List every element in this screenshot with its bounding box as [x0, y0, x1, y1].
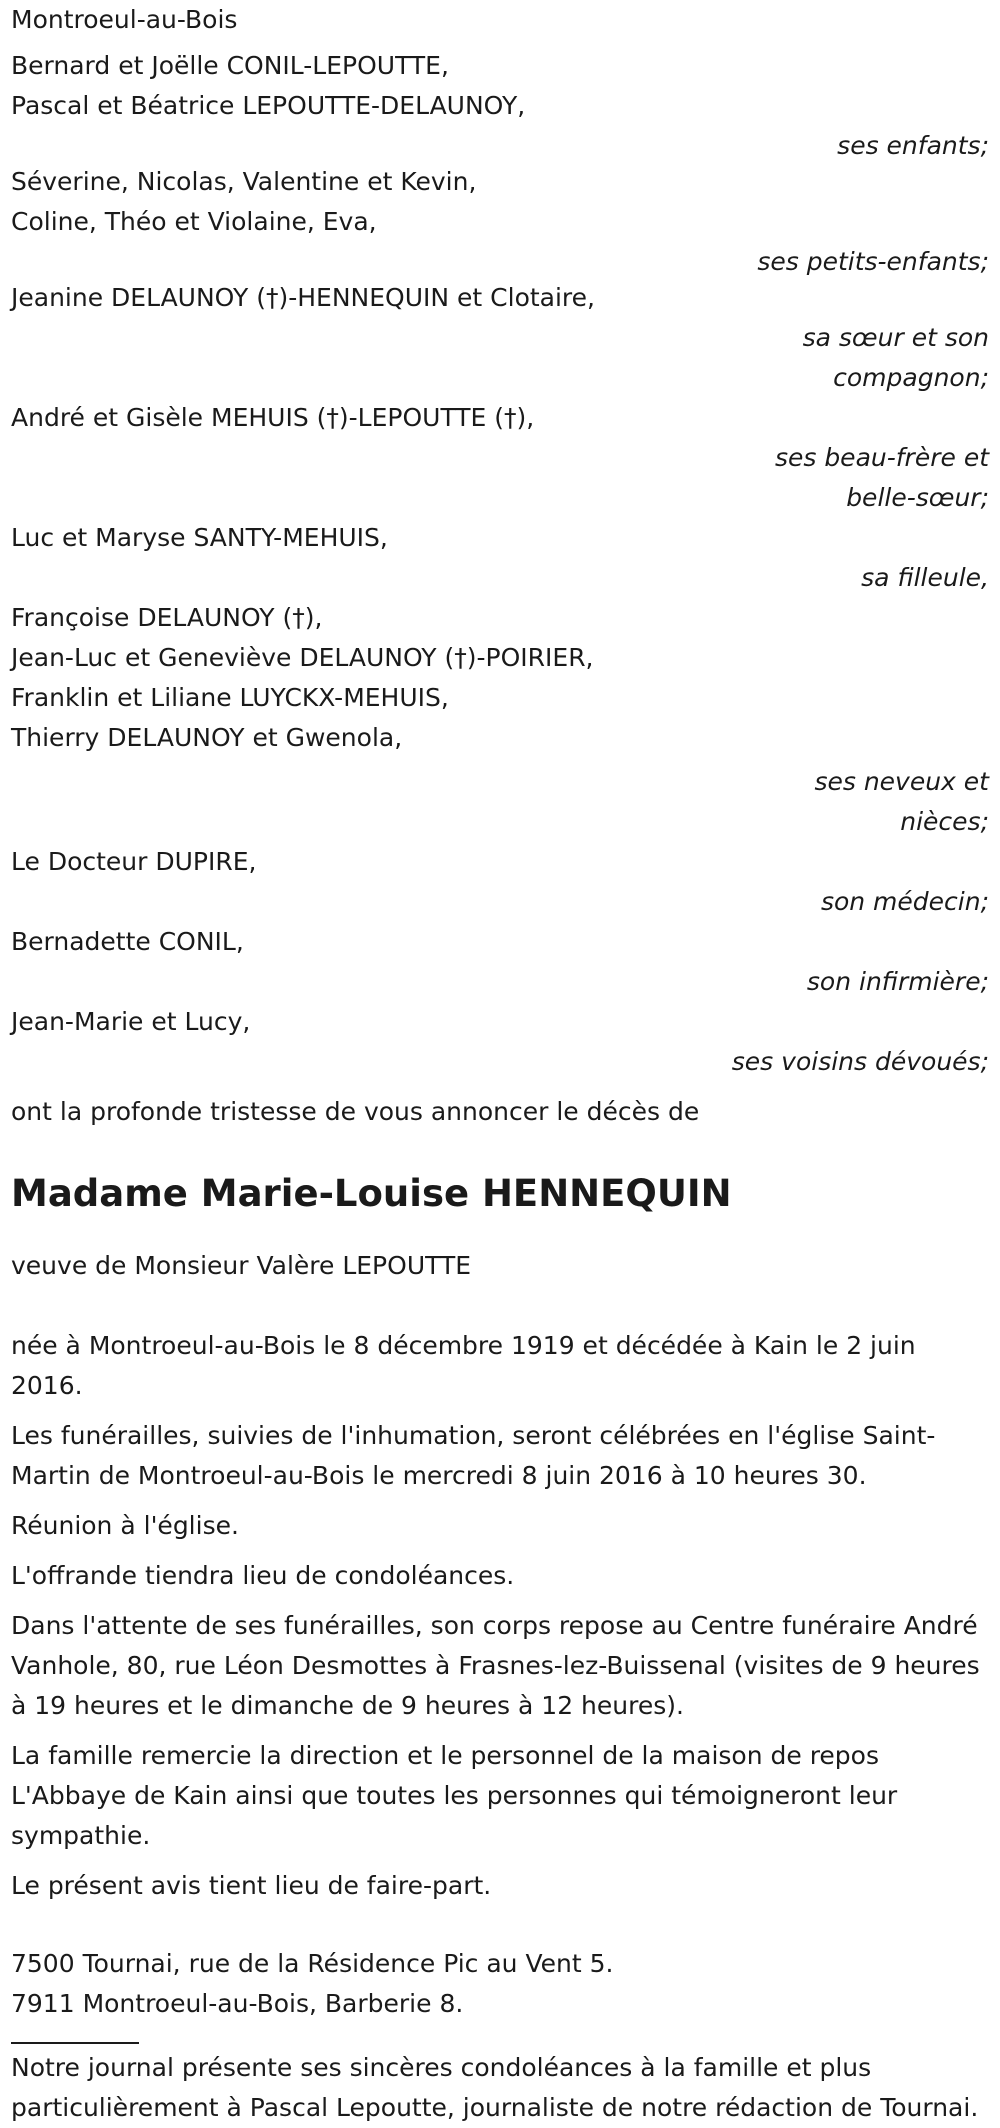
- address-line: 7911 Montroeul-au-Bois, Barberie 8.: [11, 1989, 464, 2018]
- thanks-paragraph: La famille remercie la direction et le personnel de la maison de repos L'Abbaye de Kain ainsi que toutes les personnes qui témoigneront leur sympathie.: [11, 1741, 898, 1850]
- notice-paragraph: Le présent avis tient lieu de faire-part.: [11, 1871, 492, 1900]
- family-name-line: Coline, Théo et Violaine, Eva,: [11, 207, 377, 236]
- family-name-line: Jean-Luc et Geneviève DELAUNOY (†)-POIRIER,: [11, 643, 594, 672]
- relation-label: ses voisins dévoués;: [731, 1047, 989, 1076]
- relation-label: ses neveux et: [814, 767, 989, 796]
- family-name-line: Françoise DELAUNOY (†),: [11, 603, 323, 632]
- inlaws-block: [11, 398, 989, 518]
- family-name-line: Bernadette CONIL,: [11, 927, 244, 956]
- family-name-line: Thierry DELAUNOY et Gwenola,: [11, 723, 403, 752]
- nurse-block: [11, 922, 989, 1002]
- relation-label: sa filleule,: [861, 563, 989, 592]
- family-name-line: Séverine, Nicolas, Valentine et Kevin,: [11, 167, 477, 196]
- relation-label: ses beau-frère et: [774, 443, 989, 472]
- family-name-line: Franklin et Liliane LUYCKX-MEHUIS,: [11, 683, 449, 712]
- relation-label: ses petits-enfants;: [757, 247, 989, 276]
- grandchildren-block: [11, 162, 989, 282]
- announcement-intro: ont la profonde tristesse de vous annoncer le décès de: [11, 1097, 700, 1126]
- visits-paragraph: Dans l'attente de ses funérailles, son corps repose au Centre funéraire André Vanhole, 80, rue Léon Desmottes à Frasnes-lez-Buissenal (visites de 9 heures à 19 heures et le dimanche de 9 heures à 12 heures).: [11, 1611, 980, 1720]
- family-name-line: André et Gisèle MEHUIS (†)-LEPOUTTE (†),: [11, 403, 535, 432]
- deceased-name: Madame Marie-Louise HENNEQUIN: [11, 1172, 732, 1215]
- relation-label: sa sœur et son: [802, 323, 989, 352]
- nephews-block: [11, 598, 989, 842]
- relation-label: belle-sœur;: [846, 483, 989, 512]
- address-line: 7500 Tournai, rue de la Résidence Pic au Vent 5.: [11, 1949, 614, 1978]
- family-name-line: Luc et Maryse SANTY-MEHUIS,: [11, 523, 388, 552]
- relation-label: nièces;: [900, 807, 989, 836]
- village-header: Montroeul-au-Bois: [11, 5, 238, 34]
- goddaughter-block: [11, 518, 989, 598]
- relation-label: son médecin;: [820, 887, 989, 916]
- family-name-line: Bernard et Joëlle CONIL-LEPOUTTE,: [11, 51, 449, 80]
- sister-block: [11, 278, 989, 398]
- separator-rule: [11, 2042, 139, 2044]
- family-name-line: Jean-Marie et Lucy,: [11, 1007, 251, 1036]
- relation-label: compagnon;: [833, 363, 989, 392]
- doctor-block: [11, 842, 989, 922]
- widow-line: veuve de Monsieur Valère LEPOUTTE: [11, 1251, 472, 1280]
- relation-label: ses enfants;: [837, 131, 989, 160]
- funeral-paragraph: Les funérailles, suivies de l'inhumation, seront célébrées en l'église Saint-Martin de Montroeul-au-Bois le mercredi 8 juin 2016 à 10 heures 30.: [11, 1421, 936, 1490]
- addresses-block: [11, 1944, 989, 2024]
- family-name-line: Pascal et Béatrice LEPOUTTE-DELAUNOY,: [11, 91, 526, 120]
- birth-death-paragraph: née à Montroeul-au-Bois le 8 décembre 1919 et décédée à Kain le 2 juin 2016.: [11, 1331, 916, 1400]
- newspaper-condolences: Notre journal présente ses sincères condoléances à la famille et plus particulièrement à Pascal Lepoutte, journaliste de notre rédaction de Tournai.: [11, 2053, 979, 2122]
- neighbours-block: [11, 1002, 989, 1082]
- family-name-line: Jeanine DELAUNOY (†)-HENNEQUIN et Clotaire,: [11, 283, 595, 312]
- family-name-line: Le Docteur DUPIRE,: [11, 847, 257, 876]
- relation-label: son infirmière;: [806, 967, 989, 996]
- meeting-paragraph: Réunion à l'église.: [11, 1511, 239, 1540]
- children-block: [11, 46, 989, 166]
- offering-paragraph: L'offrande tiendra lieu de condoléances.: [11, 1561, 515, 1590]
